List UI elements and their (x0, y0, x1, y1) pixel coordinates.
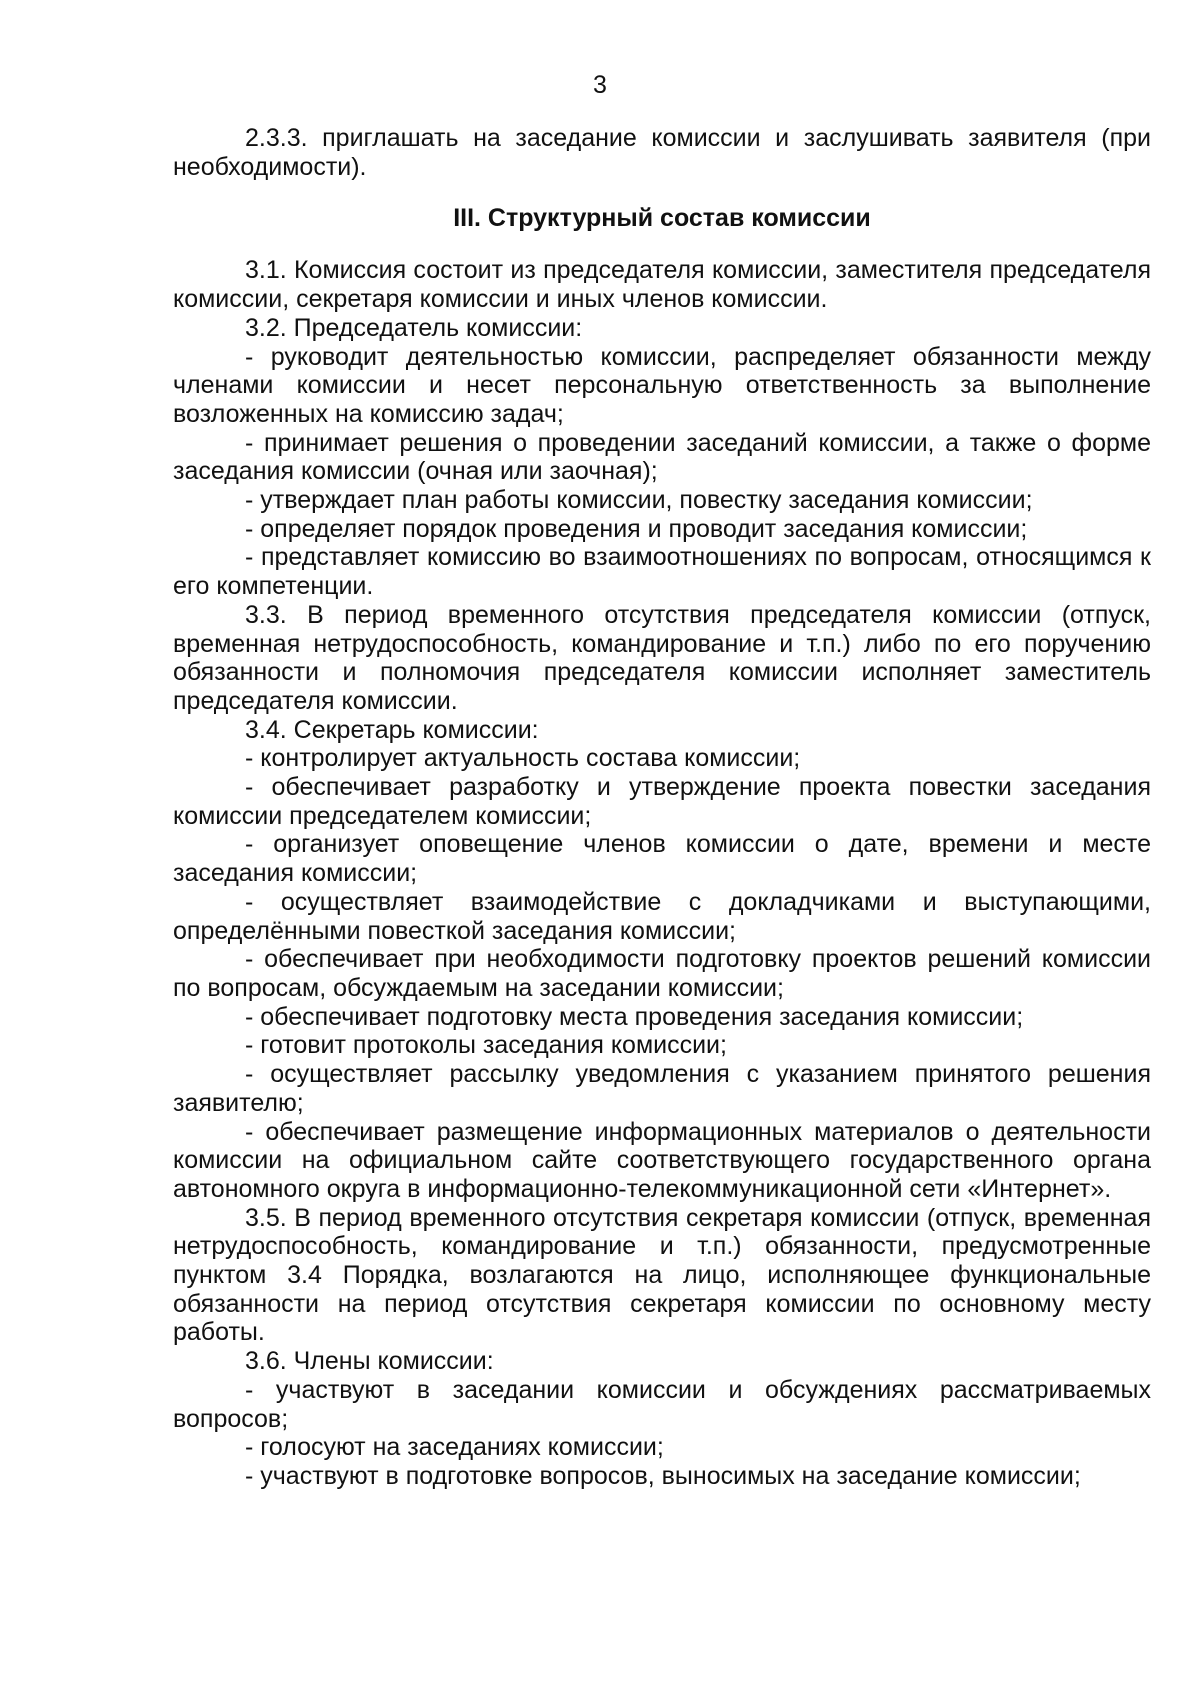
paragraph: 3.2. Председатель комиссии: (245, 313, 583, 342)
section-heading: III. Структурный состав комиссии (453, 204, 871, 233)
paragraph: 3.1. Комиссия состоит из председателя комиссии, заместителя председателя комиссии, секретаря комиссии и иных членов комиссии. (173, 256, 1151, 314)
paragraph: - принимает решения о проведении заседаний комиссии, а также о форме заседания комиссии (очная или заочная); (173, 428, 1151, 486)
paragraph: - осуществляет взаимодействие с докладчиками и выступающими, определёнными повесткой заседания комиссии; (173, 887, 1151, 945)
paragraph: - голосуют на заседаниях комиссии; (245, 1433, 664, 1462)
paragraph: - руководит деятельностью комиссии, распределяет обязанности между членами комиссии и несет персональную ответственность за выполнение возложенных на комиссию задач; (173, 342, 1151, 428)
paragraph: - обеспечивает размещение информационных материалов о деятельности комиссии на официальном сайте соответствующего государственного органа автономного округа в информационно-телекоммуникационной сети «Интернет». (173, 1117, 1151, 1203)
paragraph: - обеспечивает при необходимости подготовку проектов решений комиссии по вопросам, обсуждаемым на заседании комиссии; (173, 945, 1151, 1002)
paragraph: - готовит протоколы заседания комиссии; (245, 1031, 727, 1060)
paragraph: 3.5. В период временного отсутствия секретаря комиссии (отпуск, временная нетрудоспособность, командирование и т.п.) обязанности, предусмотренные пунктом 3.4 Порядка, возлагаются на лицо, исполняющее функциональные обязанности на период отсутствия секретаря комиссии по основному месту работы. (173, 1203, 1151, 1347)
paragraph: - определяет порядок проведения и проводит заседания комиссии; (245, 514, 1028, 543)
document-body (173, 124, 1151, 1491)
paragraph: 3.4. Секретарь комиссии: (245, 715, 539, 744)
paragraph: - представляет комиссию во взаимоотношениях по вопросам, относящимся к его компетенции. (173, 543, 1151, 601)
paragraph: - утверждает план работы комиссии, повестку заседания комиссии; (245, 486, 1033, 515)
paragraph: 3.6. Члены комиссии: (245, 1347, 494, 1376)
paragraph: - осуществляет рассылку уведомления с указанием принятого решения заявителю; (173, 1060, 1151, 1117)
paragraph: 2.3.3. приглашать на заседание комиссии и заслушивать заявителя (при необходимости). (173, 124, 1151, 181)
page-number: 3 (593, 71, 607, 99)
paragraph: - организует оповещение членов комиссии о дате, времени и месте заседания комиссии; (173, 830, 1151, 888)
paragraph: - обеспечивает разработку и утверждение проекта повестки заседания комиссии председателем комиссии; (173, 773, 1151, 830)
paragraph: - участвуют в заседании комиссии и обсуждениях рассматриваемых вопросов; (173, 1375, 1151, 1433)
paragraph: - контролирует актуальность состава комиссии; (245, 744, 801, 773)
paragraph: - участвуют в подготовке вопросов, выносимых на заседание комиссии; (245, 1461, 1081, 1490)
paragraph: - обеспечивает подготовку места проведения заседания комиссии; (245, 1002, 1024, 1031)
paragraph: 3.3. В период временного отсутствия председателя комиссии (отпуск, временная нетрудоспособность, командирование и т.п.) либо по его поручению обязанности и полномочия председателя комиссии исполняет заместитель председателя комиссии. (173, 600, 1151, 715)
